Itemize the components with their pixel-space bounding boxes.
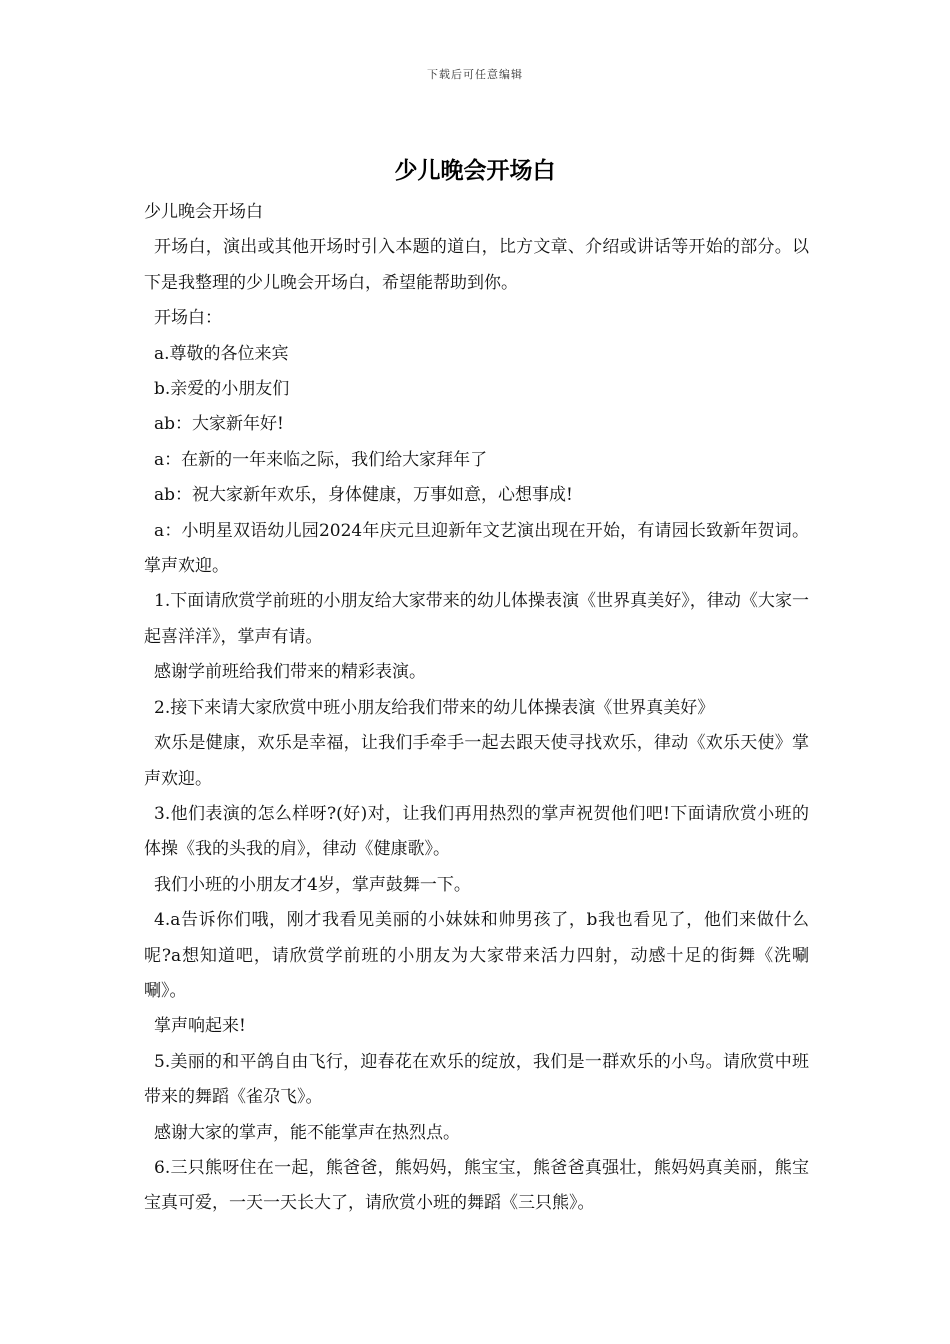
paragraph-opening-label: 开场白： [154,308,222,329]
paragraph-item-4: 4.a告诉你们哦，刚才我看见美丽的小妹妹和帅男孩了，b我也看见了，他们来做什么呢?a想知道吧，请欣赏学前班的小朋友为大家带来活力四射，动感十足的街舞《洗唰唰》。 [144,910,809,1001]
paragraph-line: a：小明星双语幼儿园2024年庆元旦迎新年文艺演出现在开始，有请园长致新年贺词。掌声欢迎。 [144,520,809,577]
document-body [144,195,809,1222]
header-note: 下载后可任意编辑 [427,68,523,81]
paragraph-subtitle: 少儿晚会开场白 [144,202,263,222]
paragraph-line: 欢乐是健康，欢乐是幸福，让我们手牵手一起去跟天使寻找欢乐，律动《欢乐天使》掌声欢迎。 [144,733,809,789]
paragraph-item-1: 1.下面请欣赏学前班的小朋友给大家带来的幼儿体操表演《世界真美好》，律动《大家一起喜洋洋》，掌声有请。 [144,591,809,647]
paragraph-line: 掌声响起来! [154,1016,246,1037]
paragraph-intro: 开场白，演出或其他开场时引入本题的道白，比方文章、介绍或讲话等开始的部分。以下是我整理的少儿晚会开场白，希望能帮助到你。 [144,237,809,293]
paragraph-line: ab：祝大家新年欢乐，身体健康，万事如意，心想事成! [154,485,573,506]
paragraph-item-2: 2.接下来请大家欣赏中班小朋友给我们带来的幼儿体操表演《世界真美好》 [154,697,715,718]
paragraph-line: ab：大家新年好! [154,414,284,435]
paragraph-line: 我们小班的小朋友才4岁，掌声鼓舞一下。 [154,874,471,895]
paragraph-item-6: 6.三只熊呀住在一起，熊爸爸，熊妈妈，熊宝宝，熊爸爸真强壮，熊妈妈真美丽，熊宝宝真可爱，一天一天长大了，请欣赏小班的舞蹈《三只熊》。 [144,1157,809,1214]
paragraph-line: 感谢学前班给我们带来的精彩表演。 [154,662,426,683]
paragraph-line: a：在新的一年来临之际，我们给大家拜年了 [154,449,488,470]
paragraph-line: 感谢大家的掌声，能不能掌声在热烈点。 [154,1122,460,1143]
document-title: 少儿晚会开场白 [394,158,556,184]
paragraph-line: b.亲爱的小朋友们 [154,379,290,400]
paragraph-line: a.尊敬的各位来宾 [154,343,289,364]
paragraph-item-5: 5.美丽的和平鸽自由飞行，迎春花在欢乐的绽放，我们是一群欢乐的小鸟。请欣赏中班带来的舞蹈《雀尕飞》。 [144,1051,809,1108]
paragraph-item-3: 3.他们表演的怎么样呀?(好)对，让我们再用热烈的掌声祝贺他们吧!下面请欣赏小班的体操《我的头我的肩》，律动《健康歌》。 [144,803,809,860]
